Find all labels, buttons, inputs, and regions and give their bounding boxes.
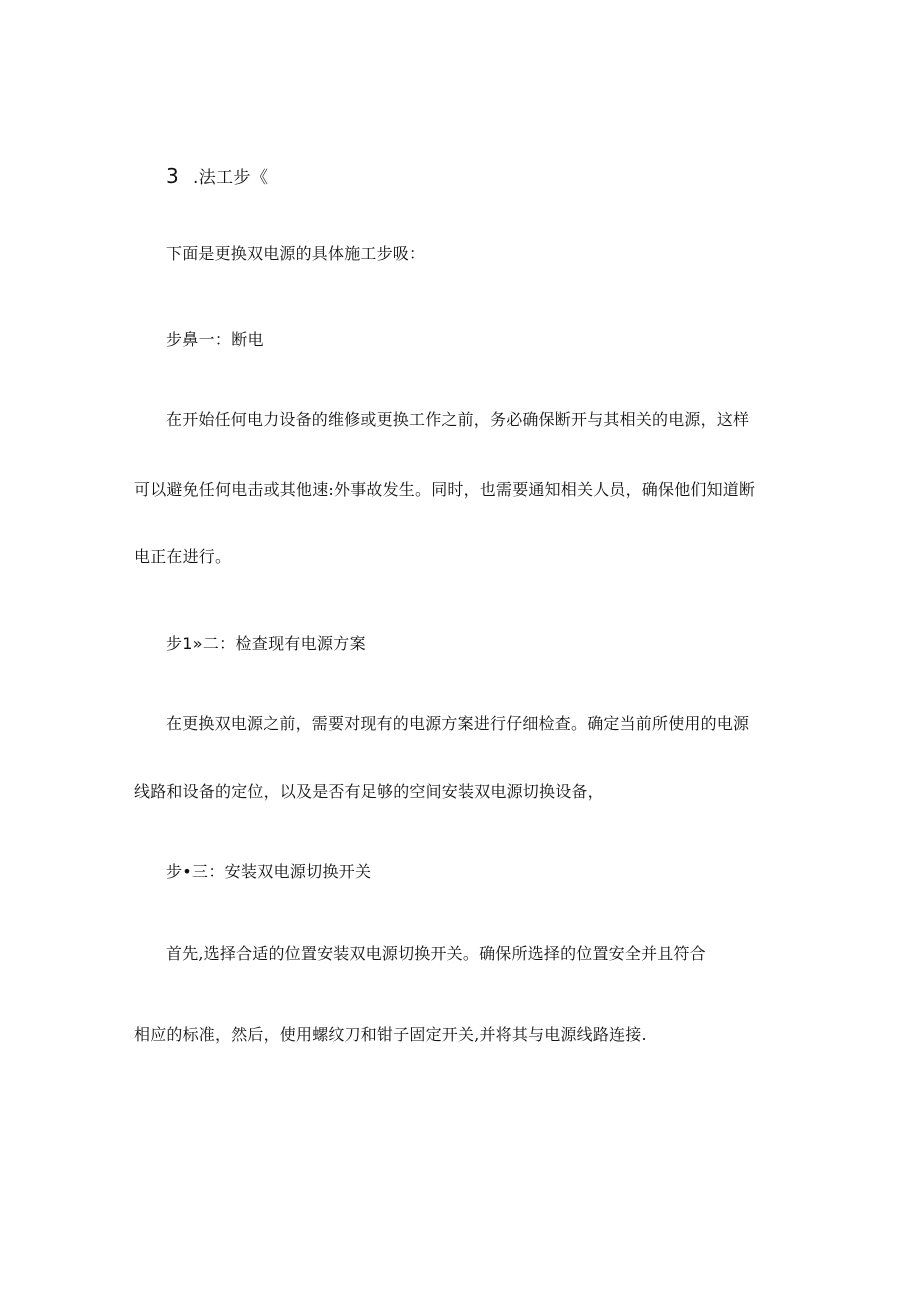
step-1-line-2: 可以避免任何电击或其他速:外事故发生。同时，也需要通知相关人员，确保他们知道断 xyxy=(134,480,756,499)
step-1-heading: 步鼻一：断电 xyxy=(166,330,264,349)
section-title-text: .法工步《 xyxy=(192,168,269,188)
step-2-line-2: 线路和设备的定位，以及是否有足够的空间安装双电源切换设备， xyxy=(134,782,604,801)
section-number: 3 xyxy=(166,164,180,188)
section-title xyxy=(166,166,268,188)
step-3-line-2: 相应的标准，然后，使用螺纹刀和钳子固定开关,并将其与电源线路连接. xyxy=(134,1025,647,1044)
step-2-line-1: 在更换双电源之前，需要对现有的电源方案进行仔细检查。确定当前所使用的电源 xyxy=(166,714,750,733)
step-2-heading: 步1»二：检查现有电源方案 xyxy=(166,634,366,653)
step-3-heading: 步•三：安装双电源切换开关 xyxy=(166,862,372,881)
step-1-line-3: 电正在进行。 xyxy=(134,547,232,566)
step-1-line-1: 在开始任何电力设备的维修或更换工作之前，务必确保断开与其相关的电源，这样 xyxy=(166,410,750,429)
intro-paragraph: 下面是更换双电源的具体施工步吸： xyxy=(166,244,426,263)
step-3-line-1: 首先,选择合适的位置安装双电源切换开关。确保所选择的位置安全并且符合 xyxy=(166,944,706,963)
